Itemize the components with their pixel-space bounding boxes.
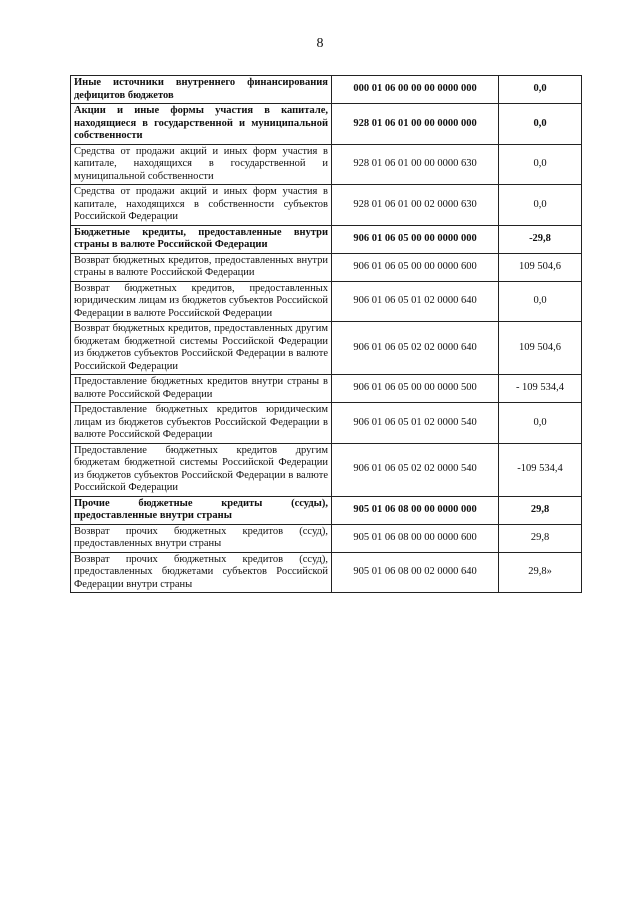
table-row [71,76,582,104]
row-name-cell: Предоставление бюджетных кредитов другим бюджетам бюджетной системы Российской Федерации из бюджетов субъектов Российской Федерации в валюте Российской Федерации [71,443,332,496]
row-name-cell: Возврат бюджетных кредитов, предоставленных другим бюджетам бюджетной системы Российской Федерации из бюджетов субъектов Российской Федерации в валюте Российской Федерации [71,322,332,375]
table-row [71,225,582,253]
row-sum-cell: 29,8» [499,552,582,593]
row-sum-cell: 0,0 [499,76,582,104]
row-code-cell: 906 01 06 05 02 02 0000 540 [332,443,499,496]
table-row [71,496,582,524]
table-row [71,322,582,375]
row-name-cell: Возврат прочих бюджетных кредитов (ссуд), предоставленных внутри страны [71,524,332,552]
row-code-cell: 906 01 06 05 02 02 0000 640 [332,322,499,375]
row-name-cell: Средства от продажи акций и иных форм участия в капитале, находящихся в собственности субъектов Российской Федерации [71,185,332,226]
row-code-cell: 906 01 06 05 01 02 0000 540 [332,403,499,444]
row-sum-cell: 0,0 [499,144,582,185]
row-name-cell: Средства от продажи акций и иных форм участия в капитале, находящихся в государственной и муниципальной собственности [71,144,332,185]
row-sum-cell: 0,0 [499,281,582,322]
row-name-cell: Предоставление бюджетных кредитов юридическим лицам из бюджетов субъектов Российской Федерации в валюте Российской Федерации [71,403,332,444]
budget-sources-table [70,75,582,593]
table-row [71,281,582,322]
row-name-cell: Возврат прочих бюджетных кредитов (ссуд), предоставленных бюджетами субъектов Российской Федерации внутри страны [71,552,332,593]
row-sum-cell: 29,8 [499,496,582,524]
row-code-cell: 905 01 06 08 00 00 0000 000 [332,496,499,524]
row-sum-cell: 109 504,6 [499,253,582,281]
row-code-cell: 906 01 06 05 00 00 0000 600 [332,253,499,281]
row-code-cell: 000 01 06 00 00 00 0000 000 [332,76,499,104]
row-sum-cell: 0,0 [499,403,582,444]
table-body [71,76,582,593]
row-sum-cell: 0,0 [499,185,582,226]
table-row [71,144,582,185]
row-code-cell: 906 01 06 05 01 02 0000 640 [332,281,499,322]
row-code-cell: 928 01 06 01 00 00 0000 630 [332,144,499,185]
row-name-cell: Акции и иные формы участия в капитале, находящиеся в государственной и муниципальной собственности [71,104,332,145]
row-code-cell: 928 01 06 01 00 00 0000 000 [332,104,499,145]
row-sum-cell: -29,8 [499,225,582,253]
table-row [71,375,582,403]
table-row [71,552,582,593]
row-sum-cell: - 109 534,4 [499,375,582,403]
row-name-cell: Предоставление бюджетных кредитов внутри страны в валюте Российской Федерации [71,375,332,403]
row-sum-cell: -109 534,4 [499,443,582,496]
table-row [71,104,582,145]
table-row [71,524,582,552]
row-sum-cell: 0,0 [499,104,582,145]
row-sum-cell: 109 504,6 [499,322,582,375]
row-name-cell: Прочие бюджетные кредиты (ссуды), предоставленные внутри страны [71,496,332,524]
table-row [71,403,582,444]
row-code-cell: 928 01 06 01 00 02 0000 630 [332,185,499,226]
row-code-cell: 905 01 06 08 00 00 0000 600 [332,524,499,552]
row-name-cell: Возврат бюджетных кредитов, предоставленных внутри страны в валюте Российской Федерации [71,253,332,281]
page-number: 8 [316,36,324,51]
row-code-cell: 905 01 06 08 00 02 0000 640 [332,552,499,593]
table-row [71,253,582,281]
row-name-cell: Бюджетные кредиты, предоставленные внутри страны в валюте Российской Федерации [71,225,332,253]
row-code-cell: 906 01 06 05 00 00 0000 500 [332,375,499,403]
row-name-cell: Возврат бюджетных кредитов, предоставленных юридическим лицам из бюджетов субъектов Российской Федерации в валюте Российской Федерации [71,281,332,322]
row-name-cell: Иные источники внутреннего финансирования дефицитов бюджетов [71,76,332,104]
table-row [71,443,582,496]
row-sum-cell: 29,8 [499,524,582,552]
row-code-cell: 906 01 06 05 00 00 0000 000 [332,225,499,253]
table-row [71,185,582,226]
